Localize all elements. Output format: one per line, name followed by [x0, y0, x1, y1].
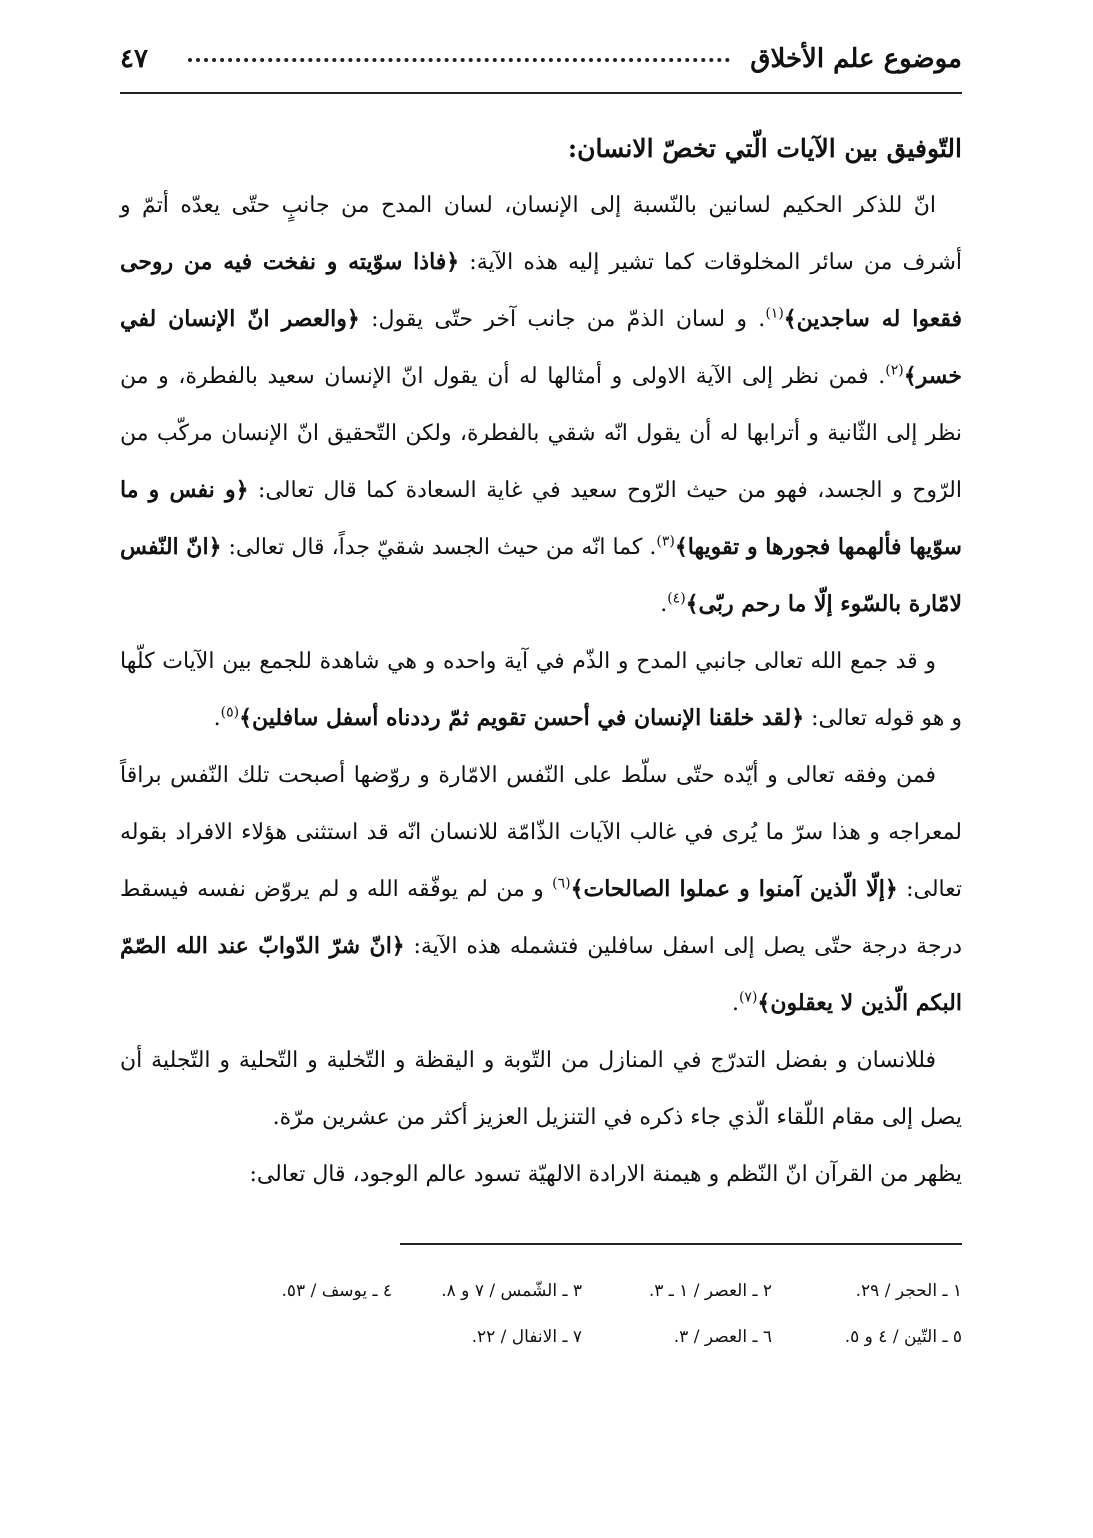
paragraph-4 — [120, 1032, 962, 1146]
running-header — [120, 34, 962, 90]
quran-verse: ﴿لقد خلقنا الإنسان في أحسن تقويم ثمّ رددناه أسفل سافلين﴾ — [239, 705, 805, 731]
footnote-7: ٧ ـ الانفال / ٢٢. — [471, 1327, 582, 1347]
footnote-row-1 — [120, 1268, 962, 1314]
text-run: و من لم يوفّقه الله و لم يروّض نفسه فيسقط درجة درجة حتّى يصل إلى اسفل سافلين فتشمله هذه الآية: — [120, 877, 962, 959]
footnote-2: ٢ ـ العصر / ١ ـ ٣. — [648, 1281, 772, 1301]
text-run: . و لسان الذمّ من جانب آخر حتّى يقول: — [359, 307, 766, 332]
text-run: . — [731, 991, 739, 1016]
quran-verse: ﴿والعصر انّ الإنسان لفي خسر﴾ — [120, 306, 962, 389]
quran-verse: ﴿انّ شرّ الدّوابّ عند الله الصّمّ البكم الّذين لا يعقلون﴾ — [120, 933, 962, 1016]
header-leader-dots — [188, 58, 730, 62]
footnote-3: ٣ ـ الشّمس / ٧ و ٨. — [441, 1281, 582, 1301]
paragraph-1 — [120, 177, 962, 633]
quran-verse: ﴿إلّا الّذين آمنوا و عملوا الصالحات﴾ — [570, 876, 898, 902]
footnote-ref-2: (٢) — [885, 362, 904, 379]
quran-verse: ﴿انّ النّفس لامّارة بالسّوء إلّا ما رحم ربّى﴾ — [120, 534, 962, 617]
quran-verse: ﴿و نفس و ما سوّيها فألهمها فجورها و تقويها﴾ — [120, 477, 962, 560]
header-title: موضوع علم الأخلاق — [750, 44, 962, 74]
text-run: . فمن نظر إلى الآية الاولى و أمثالها له أن يقول انّ الإنسان سعيد بالفطرة، و من نظر إلى الثّانية و أترابها له أن يقول انّه شقي بالفطرة، ولكن التّحقيق انّ الإنسان مركّب من الرّوح و الجسد، فهو من حيث الرّوح سعيد في غاية السعادة كما قال تعالى: — [120, 364, 962, 503]
page-number: ٤٧ — [120, 44, 148, 74]
text-run: . كما انّه من حيث الجسد شقيّ جداً، قال تعالى: — [221, 535, 657, 560]
footnote-ref-7: (٧) — [738, 989, 758, 1006]
footnote-row-2 — [120, 1314, 962, 1360]
footnote-4: ٤ ـ يوسف / ٥٣. — [281, 1281, 392, 1301]
footnote-5: ٥ ـ التّين / ٤ و ٥. — [844, 1327, 962, 1347]
text-run: فللانسان و بفضل التدرّج في المنازل من التّوبة و اليقظة و التّخلية و التّحلية و التّجلية أن يصل إلى مقام اللّقاء الّذي جاء ذكره في التنزيل العزيز أكثر من عشرين مرّة. — [120, 1048, 962, 1130]
text-run: . — [213, 706, 221, 731]
body-text — [120, 120, 962, 1203]
text-run: انّ للذكر الحكيم لسانين بالنّسبة إلى الإنسان، لسان المدح من جانبٍ حتّى يعدّه أتمّ و أشرف من سائر المخلوقات كما تشير إليه هذه الآية: — [120, 193, 962, 275]
text-run: فمن وفقه تعالى و أيّده حتّى سلّط على النّفس الامّارة و روّضها أصبحت تلك النّفس براقاً لمعراجه و هذا سرّ ما يُرى في غالب الآيات الذّامّة للانسان انّه قد استثنى هؤلاء الافراد بقوله تعالى: — [120, 763, 962, 902]
text-run: يظهر من القرآن انّ النّظم و هيمنة الارادة الالهيّة تسود عالم الوجود، قال تعالى: — [249, 1162, 962, 1187]
footnote-ref-4: (٤) — [667, 590, 686, 607]
footnote-ref-3: (٣) — [656, 533, 675, 550]
text-run: و قد جمع الله تعالى جانبي المدح و الذّم في آية واحده و هي شاهدة للجمع بين الآيات كلّها و هو قوله تعالى: — [120, 649, 962, 731]
footnotes — [120, 1268, 962, 1360]
paragraph-5 — [120, 1146, 962, 1203]
header-rule — [120, 92, 962, 94]
footnote-ref-6: (٦) — [552, 875, 571, 892]
footnote-ref-5: (٥) — [220, 704, 240, 721]
paragraph-2 — [120, 633, 962, 747]
text-run: . — [660, 592, 668, 617]
footnote-1: ١ ـ الحجر / ٢٩. — [855, 1281, 962, 1301]
section-title: التّوفيق بين الآيات الّتي تخصّ الانسان: — [567, 134, 962, 163]
quran-verse: ﴿فاذا سوّيته و نفخت فيه من روحى فقعوا له ساجدين﴾ — [120, 249, 962, 332]
footnote-6: ٦ ـ العصر / ٣. — [673, 1327, 772, 1347]
paragraph-3 — [120, 747, 962, 1032]
footnote-ref-1: (١) — [765, 305, 784, 322]
footnote-rule — [400, 1243, 962, 1245]
